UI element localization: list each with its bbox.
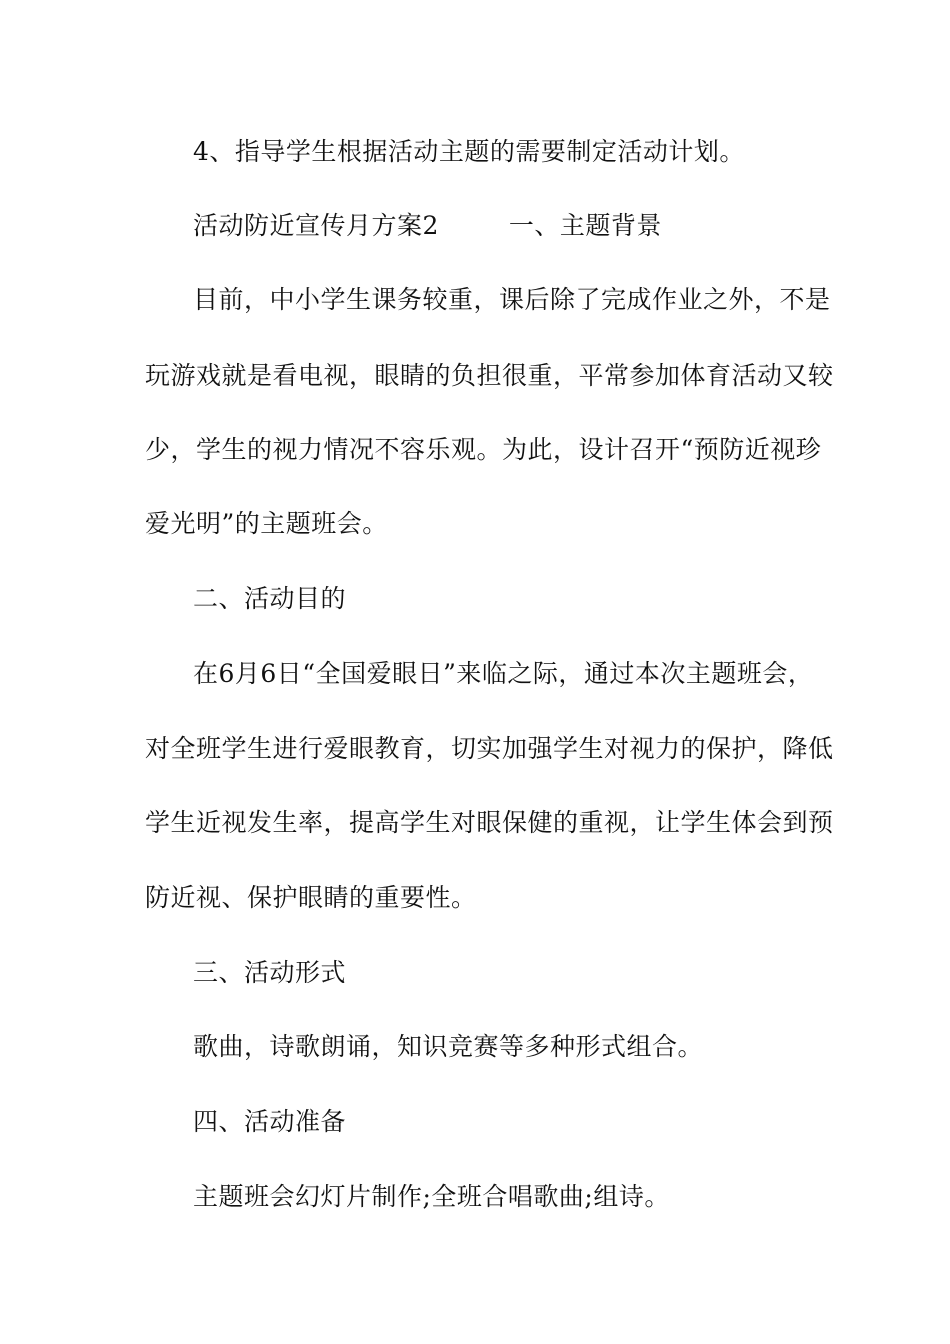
paragraph-line: 主题班会幻灯片制作;全班合唱歌曲;组诗。 bbox=[193, 1182, 670, 1211]
heading-preparation: 四、活动准备 bbox=[193, 1107, 347, 1136]
paragraph-line: 4、指导学生根据活动主题的需要制定活动计划。 bbox=[193, 137, 745, 166]
paragraph-line: 少，学生的视力情况不容乐观。为此，设计召开“预防近视珍 bbox=[145, 435, 822, 464]
paragraph-line: 玩游戏就是看电视，眼睛的负担很重，平常参加体育活动又较 bbox=[145, 361, 834, 390]
heading-purpose: 二、活动目的 bbox=[193, 584, 347, 613]
paragraph-line: 防近视、保护眼睛的重要性。 bbox=[145, 883, 477, 912]
paragraph-line: 歌曲，诗歌朗诵，知识竞赛等多种形式组合。 bbox=[193, 1032, 704, 1061]
paragraph-line: 学生近视发生率，提高学生对眼保健的重视，让学生体会到预 bbox=[145, 808, 834, 837]
paragraph-line: 对全班学生进行爱眼教育，切实加强学生对视力的保护，降低 bbox=[145, 734, 834, 763]
heading-background: 一、主题背景 bbox=[508, 211, 662, 240]
paragraph-line: 爱光明”的主题班会。 bbox=[145, 509, 388, 538]
heading-form: 三、活动形式 bbox=[193, 958, 347, 987]
paragraph-line: 在6月6日“全国爱眼日”来临之际，通过本次主题班会， bbox=[193, 659, 814, 688]
section-title-line bbox=[193, 210, 662, 242]
plan-title: 活动防近宣传月方案2 bbox=[193, 211, 439, 240]
paragraph-line: 目前，中小学生课务较重，课后除了完成作业之外，不是 bbox=[193, 285, 831, 314]
